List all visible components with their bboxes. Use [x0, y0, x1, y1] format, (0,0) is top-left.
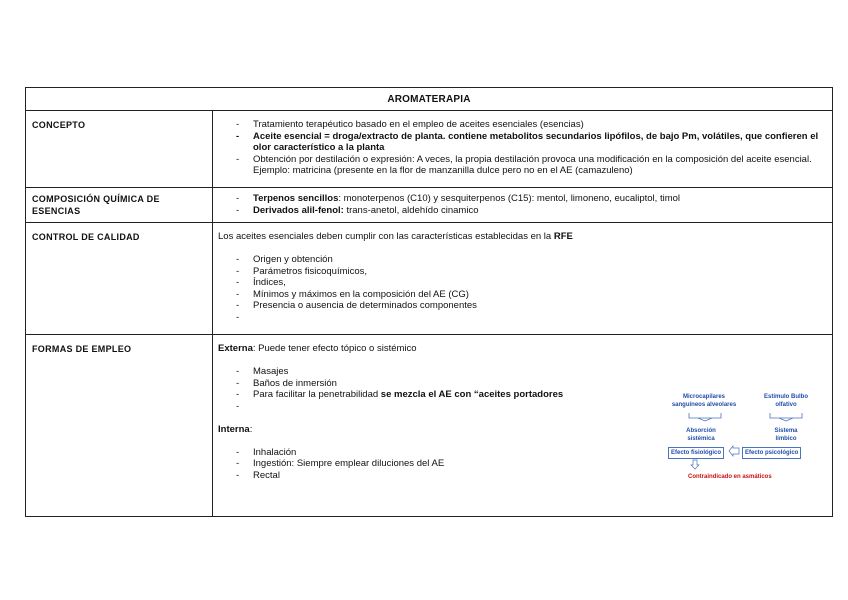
formas-label: FORMAS DE EMPLEO [32, 344, 132, 354]
list-item: - Aceite esencial = droga/extracto de planta. contiene metabolitos secundarios lipófilos, de bajo Pm, volátiles, que confieren el olor característico a la planta [218, 131, 828, 154]
list-item-empty [218, 312, 828, 324]
concepto-content [218, 119, 828, 177]
efecto-fisiologico-box: Efecto fisiológico [668, 447, 724, 459]
alil-fenol-text: trans-anetol, aldehído cinamico [343, 204, 479, 216]
externa-line [218, 343, 828, 355]
list-item [218, 205, 828, 217]
down-arrow-icon [769, 412, 803, 422]
estimulo-label: Estímulo Bulbo olfativo [764, 394, 808, 408]
penetrabilidad-text: Para facilitar la penetrabilidad [253, 389, 381, 400]
list-item: - Parámetros fisicoquímicos, [218, 266, 828, 278]
down-arrow-icon [690, 459, 700, 470]
control-intro [218, 231, 828, 243]
control-label: CONTROL DE CALIDAD [32, 232, 140, 242]
aceites-portadores-text: se mezcla el AE con “aceites portadores [380, 389, 564, 400]
row-divider [26, 110, 832, 111]
list-item: - Rectal [218, 470, 828, 482]
control-content [218, 231, 828, 323]
composicion-content [218, 193, 828, 216]
interna-term: Interna [218, 423, 250, 435]
absorcion-label: Absorción sistémica [686, 428, 716, 442]
aromaterapia-table [25, 87, 833, 517]
micro-label: Microcapilares sanguíneos alveolares [671, 394, 737, 408]
list-item [218, 193, 828, 205]
composicion-label: COMPOSICIÓN QUÍMICA DE ESENCIAS [32, 194, 160, 216]
row-divider [26, 334, 832, 335]
alil-fenol-term: Derivados alil-fenol: [253, 204, 344, 216]
externa-term: Externa [218, 343, 253, 354]
sistema-label: Sistema límbico [774, 428, 798, 442]
row-divider [26, 222, 832, 223]
list-item: - Masajes [218, 366, 828, 378]
efecto-psicologico-box: Efecto psicológico [742, 447, 801, 459]
list-item: - Ingestión: Siempre emplear diluciones del AE [218, 458, 828, 470]
list-item: - Baños de inmersión [218, 378, 828, 390]
list-item: - Presencia o ausencia de determinados componentes [218, 300, 828, 312]
interna-colon: : [249, 423, 253, 435]
terpenos-term: Terpenos sencillos [253, 193, 339, 204]
contraindicado-label: Contraindicado en asmáticos [688, 474, 772, 480]
column-divider [212, 110, 213, 516]
rfe-term: RFE [553, 231, 573, 242]
externa-text: : Puede tener efecto tópico o sistémico [252, 343, 417, 354]
left-arrow-icon [728, 445, 740, 457]
terpenos-text: : monoterpenos (C10) y sesquiterpenos (C15): mentol, limoneno, eucaliptol, timol [338, 193, 680, 204]
aromatherapy-flow-diagram [666, 393, 826, 513]
control-intro-text: Los aceites esenciales deben cumplir con las características establecidas en la [218, 231, 554, 242]
concepto-label: CONCEPTO [32, 120, 86, 130]
list-item: - Tratamiento terapéutico basado en el empleo de aceites esenciales (esencias) [218, 119, 828, 131]
table-title: AROMATERAPIA [387, 94, 471, 105]
list-item: - Obtención por destilación o expresión: A veces, la propia destilación provoca una modificación en la composición del aceite esencial. Ejemplo: matricina (presente en la flor de manzanilla dulce pero no en el AE (camazuleno) [218, 154, 828, 177]
list-item: - Índices, [218, 277, 828, 289]
list-item: - Origen y obtención [218, 254, 828, 266]
list-item: - Mínimos y máximos en la composición del AE (CG) [218, 289, 828, 301]
down-arrow-icon [688, 412, 722, 422]
row-divider [26, 187, 832, 188]
list-item: - Inhalación [218, 447, 828, 459]
